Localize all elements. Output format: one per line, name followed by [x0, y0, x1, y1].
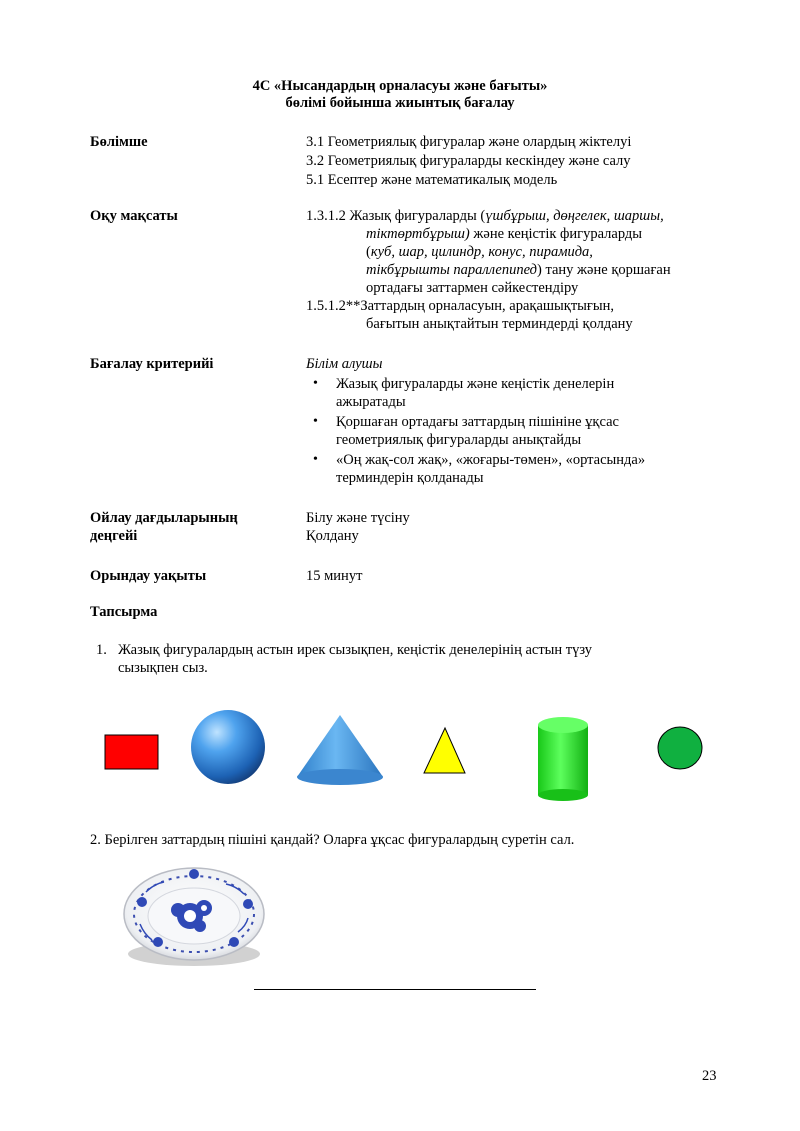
objective-1-text: және кеңістік фигураларды — [469, 226, 643, 242]
objective-1-italic: үшбұрыш, дөңгелек, шаршы, — [485, 208, 664, 224]
objective-1-text: ) тану және қоршаған — [537, 262, 671, 278]
document-title-line2: бөлімі бойынша жиынтық бағалау — [285, 95, 515, 111]
section-item-2: 3.2 Геометриялық фигураларды кескіндеу және салу — [306, 153, 631, 169]
time-label: Орындау уақыты — [90, 568, 207, 584]
objective-1-line-5: ортадағы заттармен сәйкестендіру — [366, 280, 579, 296]
criterion-3-line-2: терминдерін қолданады — [336, 470, 484, 486]
objective-1-line-1 — [306, 207, 712, 225]
cylinder-shape — [538, 717, 588, 801]
criterion-1-line-1: Жазық фигураларды және кеңістік денелерін — [336, 376, 615, 392]
cone-shape — [297, 715, 383, 785]
thinking-label-line1: Ойлау дағдыларының — [90, 510, 238, 526]
criterion-2-line-1: Қоршаған ортадағы заттардың пішініне ұқсас — [336, 414, 619, 430]
objective-1-text: 1.3.1.2 Жазық фигураларды ( — [306, 208, 486, 224]
section-label: Бөлімше — [90, 134, 148, 150]
criteria-intro-text: Білім алушы — [306, 356, 383, 372]
objective-1-italic: тікбұрышты параллепипед — [366, 262, 537, 278]
objective-1-line-4 — [366, 261, 712, 279]
bullet-dot-icon: • — [313, 414, 318, 429]
task-1-number: 1. — [96, 642, 107, 658]
rectangle-shape — [105, 735, 158, 769]
criteria-label: Бағалау критерийі — [90, 356, 214, 372]
task-1-line-2: сызықпен сыз. — [118, 660, 208, 676]
plate-image — [118, 862, 270, 972]
objective-1-italic: куб, шар, цилиндр, конус, пирамида, — [370, 244, 593, 260]
thinking-label-line2: деңгейі — [90, 528, 138, 544]
criterion-3-line-1: «Оң жақ-сол жақ», «жоғары-төмен», «ортасында» — [336, 452, 646, 468]
document-title-line1: 4С «Нысандардың орналасуы және бағыты» — [252, 78, 548, 94]
criteria-intro — [306, 355, 382, 373]
triangle-shape — [424, 728, 465, 773]
section-item-1: 3.1 Геометриялық фигуралар және олардың жіктелуі — [306, 134, 632, 150]
objective-1-line-2 — [366, 225, 712, 243]
objective-1-italic: тіктөртбұрыш) — [366, 226, 470, 242]
circle-shape — [658, 727, 702, 769]
task-heading: Тапсырма — [90, 604, 158, 620]
time-value: 15 минут — [306, 568, 363, 584]
objectives-label: Оқу мақсаты — [90, 208, 178, 224]
page-number: 23 — [702, 1068, 717, 1084]
objective-2-line-1: 1.5.1.2**Заттардың орналасуын, арақашықтығын, — [306, 298, 614, 314]
section-item-3: 5.1 Есептер және математикалық модель — [306, 172, 558, 188]
bullet-dot-icon: • — [313, 376, 318, 391]
task-1-line-1: Жазық фигуралардың астын ирек сызықпен, кеңістік денелерінің астын түзу — [118, 642, 593, 658]
thinking-value-2: Қолдану — [306, 528, 359, 544]
objective-2-line-2: бағытын анықтайтын терминдерді қолдану — [366, 316, 633, 332]
criterion-2-line-2: геометриялық фигураларды анықтайды — [336, 432, 582, 448]
task-2-text: 2. Берілген заттардың пішіні қандай? Оларға ұқсас фигуралардың суретін сал. — [90, 832, 575, 848]
shapes-row — [100, 705, 720, 805]
thinking-value-1: Білу және түсіну — [306, 510, 410, 526]
answer-line[interactable] — [254, 989, 536, 990]
criterion-1-line-2: ажыратады — [336, 394, 406, 410]
sphere-shape — [191, 710, 265, 784]
objective-1-text: ( — [366, 244, 371, 260]
objective-1-line-3 — [366, 243, 712, 261]
bullet-dot-icon: • — [313, 452, 318, 467]
